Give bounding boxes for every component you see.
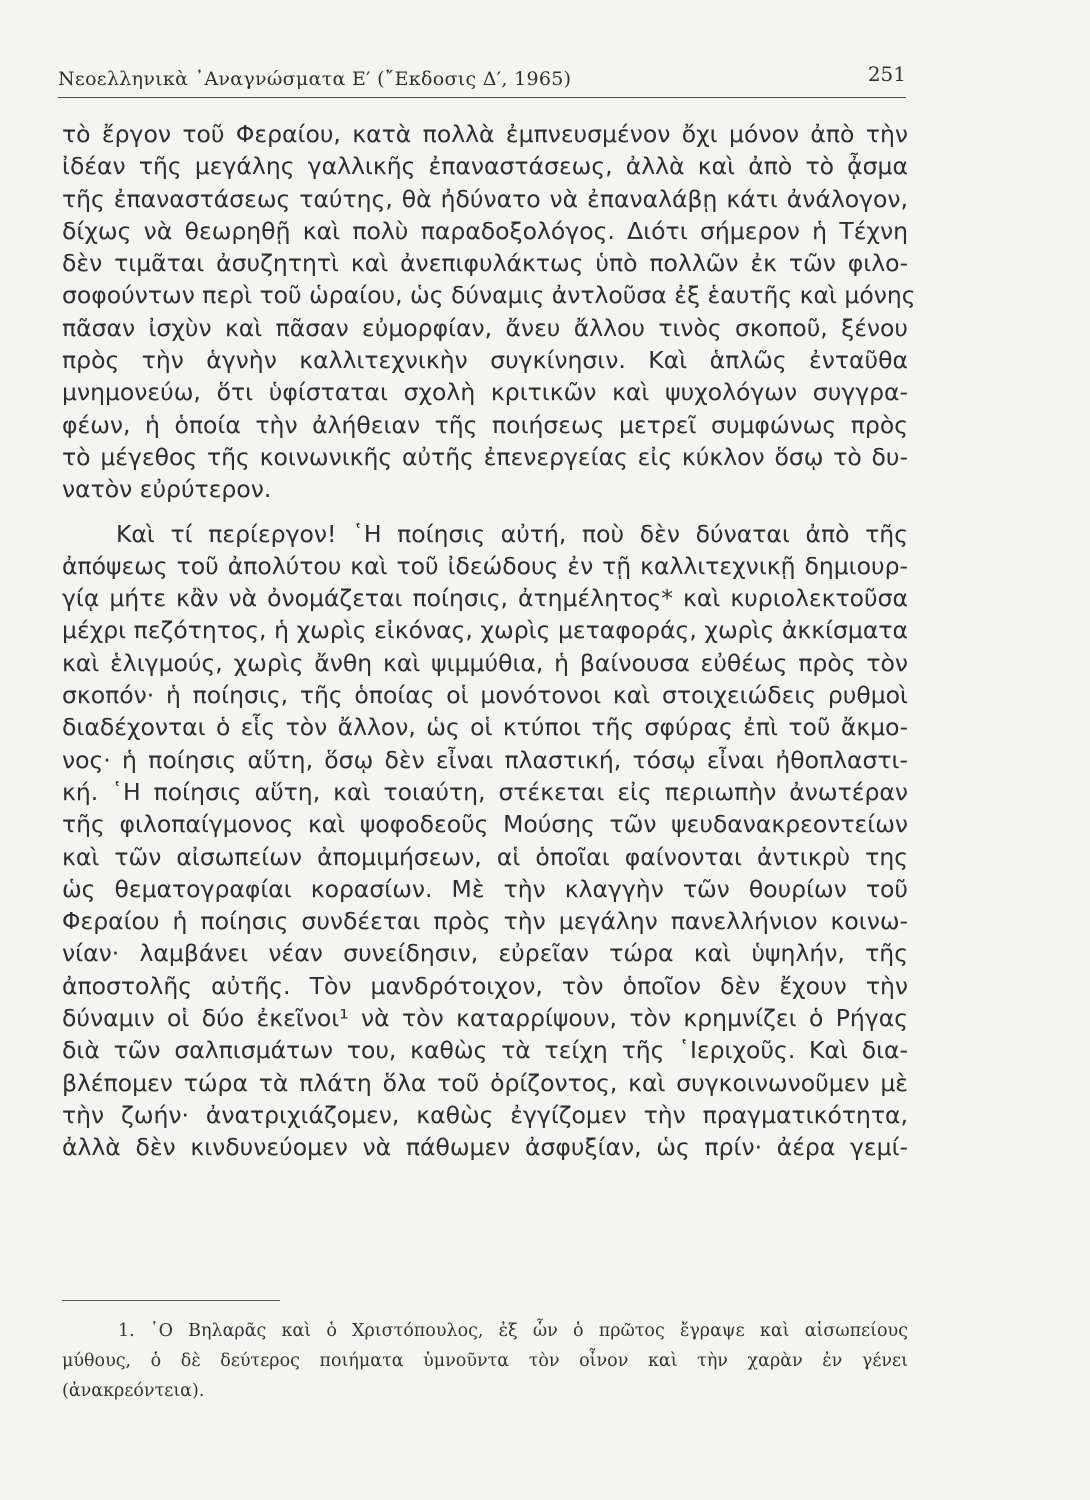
paragraph-1 xyxy=(62,118,916,506)
paragraph-2 xyxy=(62,518,908,1164)
text-line: κή. ῾Η ποίησις αὕτη, καὶ τοιαύτη, στέκεται εἰς περιωπὴν ἀνωτέραν xyxy=(62,777,908,806)
footnote-rule xyxy=(62,1300,280,1301)
text-line: ὡς θεματογραφίαι κορασίων. Μὲ τὴν κλαγγὴν τῶν θουρίων τοῦ xyxy=(62,874,908,903)
text-line: ἀπόψεως τοῦ ἀπολύτου καὶ τοῦ ἰδεώδους ἐν τῇ καλλιτεχνικῇ δημιουρ- xyxy=(62,551,908,580)
text-line: νος· ἡ ποίησις αὕτη, ὅσῳ δὲν εἶναι πλαστική, τόσῳ εἶναι ἠθοπλαστι- xyxy=(62,745,908,774)
text-line: τὴν ζωήν· ἀνατριχιάζομεν, καθὼς ἐγγίζομεν τὴν πραγματικότητα, xyxy=(62,1100,908,1129)
main-text xyxy=(62,118,916,1164)
page-number: 251 xyxy=(867,62,906,86)
text-line: σκοπόν· ἡ ποίησις, τῆς ὁποίας οἱ μονότονοι καὶ στοιχειώδεις ρυθμοὶ xyxy=(62,681,908,710)
text-line: γίᾳ μήτε κἂν νὰ ὀνομάζεται ποίησις, ἀτημέλητος* καὶ κυριολεκτοῦσα xyxy=(62,584,908,613)
footnote-line: (ἀνακρεόντεια). xyxy=(62,1381,205,1401)
text-line: νίαν· λαμβάνει νέαν συνείδησιν, εὐρεῖαν τώρα καὶ ὑψηλήν, τῆς xyxy=(62,939,908,968)
text-line: ἀλλὰ δὲν κινδυνεύομεν νὰ πάθωμεν ἀσφυξίαν, ὡς πρίν· ἀέρα γεμί- xyxy=(62,1133,908,1162)
text-line: μέχρι πεζότητος, ἡ χωρὶς εἰκόνας, χωρὶς μεταφοράς, χωρὶς ἀκκίσματα xyxy=(62,616,908,645)
text-line: σοφούντων περὶ τοῦ ὡραίου, ὡς δύναμις ἀντλοῦσα ἐξ ἑαυτῆς καὶ μόνης xyxy=(62,281,916,310)
footnote xyxy=(62,1316,908,1406)
text-line: καὶ τῶν αἰσωπείων ἀπομιμήσεων, αἱ ὁποῖαι φαίνονται ἀντικρὺ της xyxy=(62,842,908,871)
text-line: δίχως νὰ θεωρηθῇ καὶ πολὺ παραδοξολόγος. Διότι σήμερον ἡ Τέχνη xyxy=(62,216,908,245)
header-rule xyxy=(58,97,906,98)
text-line: τῆς ἐπαναστάσεως ταύτης, θὰ ἠδύνατο νὰ ἐπαναλάβῃ κάτι ἀνάλογον, xyxy=(62,184,908,213)
text-line: δὲν τιμᾶται ἀσυζητητὶ καὶ ἀνεπιφυλάκτως ὑπὸ πολλῶν ἐκ τῶν φιλο- xyxy=(62,249,908,278)
text-line: ἰδέαν τῆς μεγάλης γαλλικῆς ἐπαναστάσεως, ἀλλὰ καὶ ἀπὸ τὸ ᾆσμα xyxy=(62,152,908,181)
text-line: πρὸς τὴν ἁγνὴν καλλιτεχνικὴν συγκίνησιν. Καὶ ἁπλῶς ἐνταῦθα xyxy=(62,346,908,375)
text-line: ἀποστολῆς αὐτῆς. Τὸν μανδρότοιχον, τὸν ὁποῖον δὲν ἔχουν τὴν xyxy=(62,971,908,1000)
running-head-title: Νεοελληνικὰ ᾿Αναγνώσματα Ε′ (῎Εκδοσις Δ′, 1965) xyxy=(58,68,572,90)
text-line: τὸ μέγεθος τῆς κοινωνικῆς αὐτῆς ἐπενεργείας εἰς κύκλον ὅσῳ τὸ δυ- xyxy=(62,442,908,471)
footnote-line: 1. ῾Ο Βηλαρᾶς καὶ ὁ Χριστόπουλος, ἐξ ὧν ὁ πρῶτος ἔγραψε καὶ αἰσωπείους xyxy=(118,1321,908,1341)
text-line: βλέπομεν τώρα τὰ πλάτη ὅλα τοῦ ὁρίζοντος, καὶ συγκοινωνοῦμεν μὲ xyxy=(62,1068,908,1097)
text-line: πᾶσαν ἰσχὺν καὶ πᾶσαν εὐμορφίαν, ἄνευ ἄλλου τινὸς σκοποῦ, ξένου xyxy=(62,313,908,342)
text-line: τὸ ἔργον τοῦ Φεραίου, κατὰ πολλὰ ἐμπνευσμένον ὄχι μόνον ἀπὸ τὴν xyxy=(62,120,908,148)
text-line: φέων, ἡ ὁποία τὴν ἀλήθειαν τῆς ποιήσεως μετρεῖ συμφώνως πρὸς xyxy=(62,410,908,439)
text-line: Καὶ τί περίεργον! ῾Η ποίησις αὐτή, ποὺ δὲν δύναται ἀπὸ τῆς xyxy=(116,519,908,548)
text-line: νατὸν εὐρύτερον. xyxy=(62,475,272,504)
paragraph-gap xyxy=(62,506,908,518)
text-line: διὰ τῶν σαλπισμάτων του, καθὼς τὰ τείχη τῆς ῾Ιεριχοῦς. Καὶ δια- xyxy=(62,1036,908,1065)
text-line: μνημονεύω, ὅτι ὑφίσταται σχολὴ κριτικῶν καὶ ψυχολόγων συγγρα- xyxy=(62,378,908,407)
running-head xyxy=(58,58,906,98)
footnote-line: μύθους, ὁ δὲ δεύτερος ποιήματα ὑμνοῦντα τὸν οἶνον καὶ τὴν χαρὰν ἐν γένει xyxy=(62,1351,908,1371)
text-line: καὶ ἑλιγμούς, χωρὶς ἄνθη καὶ ψιμμύθια, ἡ βαίνουσα εὐθέως πρὸς τὸν xyxy=(62,648,908,677)
text-line: διαδέχονται ὁ εἷς τὸν ἄλλον, ὡς οἱ κτύποι τῆς σφύρας ἐπὶ τοῦ ἄκμο- xyxy=(62,713,908,742)
text-line: Φεραίου ἡ ποίησις συνδέεται πρὸς τὴν μεγάλην πανελλήνιον κοινω- xyxy=(62,907,908,936)
text-line: τῆς φιλοπαίγμονος καὶ ψοφοδεοῦς Μούσης τῶν ψευδανακρεοντείων xyxy=(62,810,908,839)
text-line: δύναμιν οἱ δύο ἐκεῖνοι¹ νὰ τὸν καταρρίψουν, τὸν κρημνίζει ὁ Ρήγας xyxy=(62,1004,908,1033)
